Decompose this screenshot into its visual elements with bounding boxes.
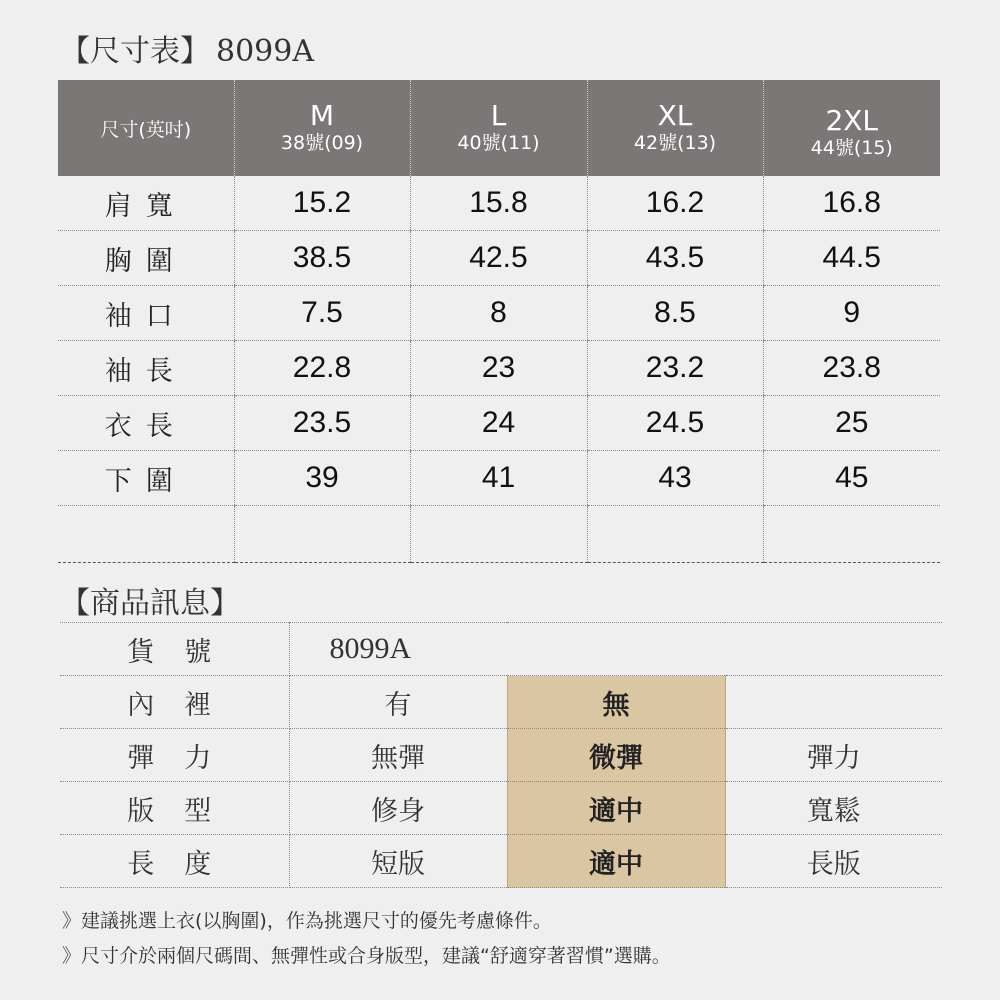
measure-value: 8.5 <box>587 286 763 341</box>
info-label: 貨號 <box>60 623 289 676</box>
measure-value: 24 <box>410 396 587 451</box>
size-name: L <box>490 99 507 132</box>
measure-row-sleeve-length <box>58 341 940 396</box>
measure-value: 39 <box>234 451 410 506</box>
measure-value: 23.8 <box>763 341 940 396</box>
measure-label: 肩寬 <box>58 176 234 231</box>
measure-value: 42.5 <box>410 231 587 286</box>
measure-row-hem <box>58 451 940 506</box>
measure-value: 25 <box>763 396 940 451</box>
measure-row-cuff <box>58 286 940 341</box>
info-option: 有 <box>289 676 507 729</box>
measure-value: 8 <box>410 286 587 341</box>
info-label: 版型 <box>60 782 289 835</box>
measure-value: 43 <box>587 451 763 506</box>
info-row-length <box>60 835 942 888</box>
product-info-table <box>60 622 942 888</box>
info-label: 彈力 <box>60 729 289 782</box>
measure-label: 袖長 <box>58 341 234 396</box>
measure-value: 24.5 <box>587 396 763 451</box>
info-option-selected: 適中 <box>507 835 725 888</box>
measure-label: 袖口 <box>58 286 234 341</box>
item-number-value: 8099A <box>289 623 942 676</box>
measure-value: 38.5 <box>234 231 410 286</box>
info-option: 彈力 <box>725 729 942 782</box>
measure-value: 45 <box>763 451 940 506</box>
measure-value: 44.5 <box>763 231 940 286</box>
info-option-selected: 適中 <box>507 782 725 835</box>
measure-value: 23.5 <box>234 396 410 451</box>
size-chart-table <box>58 80 940 563</box>
measure-row-body-length <box>58 396 940 451</box>
info-option: 寬鬆 <box>725 782 942 835</box>
measure-value: 43.5 <box>587 231 763 286</box>
size-name: 2XL <box>825 104 879 137</box>
empty-cell <box>234 506 410 563</box>
size-header-xl <box>587 80 763 176</box>
size-header-l <box>410 80 587 176</box>
empty-cell <box>410 506 587 563</box>
info-option: 無彈 <box>289 729 507 782</box>
info-option: 長版 <box>725 835 942 888</box>
measure-row-shoulder <box>58 176 940 231</box>
info-row-item-number <box>60 623 942 676</box>
measure-label: 下圍 <box>58 451 234 506</box>
measure-value: 41 <box>410 451 587 506</box>
info-row-lining <box>60 676 942 729</box>
style-code: 8099A <box>216 34 315 69</box>
size-chart-title: 【尺寸表】 <box>60 34 210 69</box>
measure-value: 16.2 <box>587 176 763 231</box>
info-option-selected: 無 <box>507 676 725 729</box>
size-header-m <box>234 80 410 176</box>
empty-cell <box>763 506 940 563</box>
size-number: 40號(11) <box>457 132 540 154</box>
size-number: 38號(09) <box>280 132 364 154</box>
info-row-fit <box>60 782 942 835</box>
measure-value: 7.5 <box>234 286 410 341</box>
size-name: XL <box>657 99 693 132</box>
measure-value: 22.8 <box>234 341 410 396</box>
note-chest-priority: 》建議挑選上衣(以胸圍)，作為挑選尺寸的優先考慮條件。 <box>62 910 552 932</box>
info-option-selected: 微彈 <box>507 729 725 782</box>
info-label: 內裡 <box>60 676 289 729</box>
measure-value: 15.8 <box>410 176 587 231</box>
product-info-heading: 【商品訊息】 <box>60 586 240 621</box>
measure-value: 23 <box>410 341 587 396</box>
size-chart-heading <box>60 26 314 70</box>
size-number: 42號(13) <box>633 132 717 154</box>
size-header-row <box>58 80 940 176</box>
measure-label: 胸圍 <box>58 231 234 286</box>
info-option: 修身 <box>289 782 507 835</box>
size-number: 44號(15) <box>810 137 893 159</box>
unit-header: 尺寸(英吋) <box>58 80 234 176</box>
empty-cell <box>587 506 763 563</box>
size-header-2xl <box>763 80 940 176</box>
info-row-elasticity <box>60 729 942 782</box>
measure-value: 9 <box>763 286 940 341</box>
info-label: 長度 <box>60 835 289 888</box>
measure-value: 16.8 <box>763 176 940 231</box>
size-name: M <box>309 99 335 132</box>
empty-row <box>58 506 940 563</box>
measure-value: 15.2 <box>234 176 410 231</box>
empty-cell <box>58 506 234 563</box>
measure-value: 23.2 <box>587 341 763 396</box>
note-fit-advice: 》尺寸介於兩個尺碼間、無彈性或合身版型，建議“舒適穿著習慣”選購。 <box>62 945 671 967</box>
info-option: 短版 <box>289 835 507 888</box>
info-option <box>725 676 942 729</box>
measure-row-chest <box>58 231 940 286</box>
measure-label: 衣長 <box>58 396 234 451</box>
